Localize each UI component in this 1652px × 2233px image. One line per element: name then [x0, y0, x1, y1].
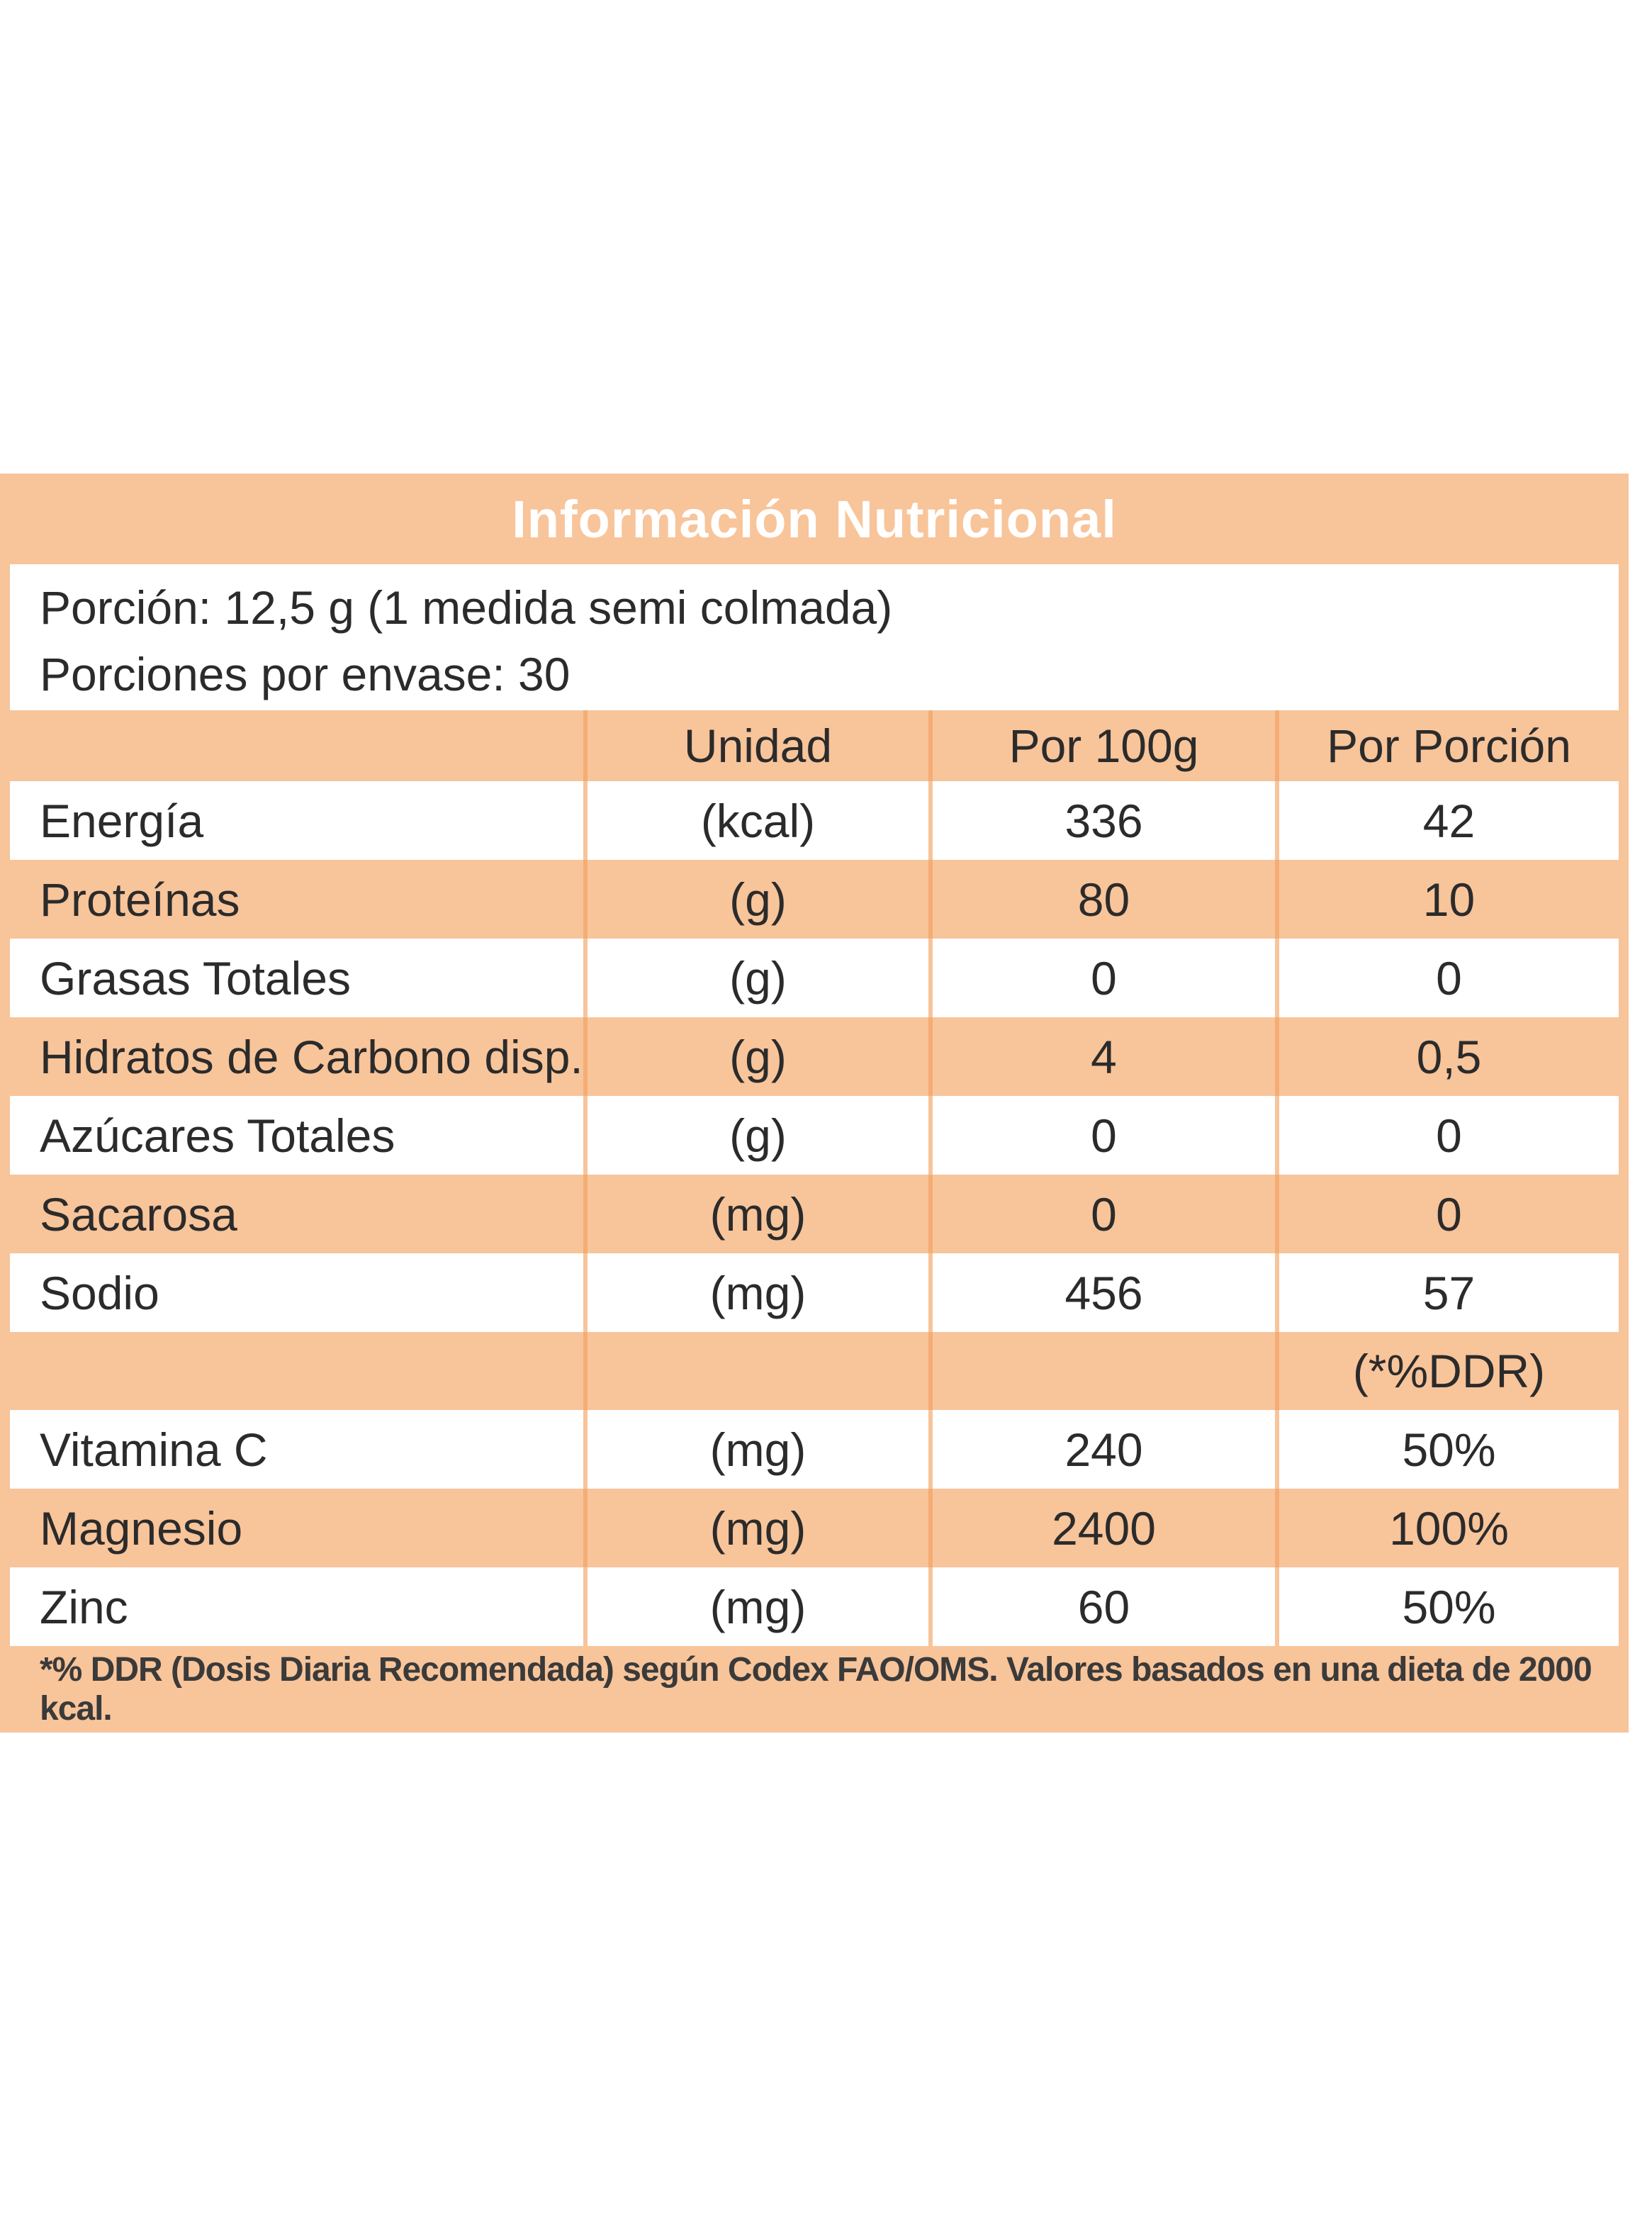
ddr-empty-cell [928, 1332, 1275, 1410]
nutrient-per-100g: 0 [928, 1175, 1275, 1253]
ddr-empty-cell [10, 1332, 583, 1410]
table-header-row [10, 710, 1619, 781]
table-row [10, 1253, 1619, 1332]
table-row [10, 1489, 1619, 1567]
nutrient-per-portion: 0 [1275, 939, 1619, 1017]
nutrient-per-portion: 42 [1275, 781, 1619, 860]
nutrient-unit: (g) [583, 860, 928, 939]
header-per-portion: Por Porción [1275, 710, 1619, 781]
ddr-empty-cell [583, 1332, 928, 1410]
vitamin-per-100g: 2400 [928, 1489, 1275, 1567]
vitamin-ddr: 100% [1275, 1489, 1619, 1567]
vitamin-per-100g: 240 [928, 1410, 1275, 1489]
nutrient-name: Sacarosa [10, 1175, 583, 1253]
nutrient-unit: (g) [583, 939, 928, 1017]
nutrient-per-100g: 80 [928, 860, 1275, 939]
nutrient-unit: (kcal) [583, 781, 928, 860]
vitamin-name: Zinc [10, 1567, 583, 1646]
table-row [10, 1096, 1619, 1175]
nutrient-per-100g: 0 [928, 1096, 1275, 1175]
nutrient-per-portion: 0 [1275, 1096, 1619, 1175]
label-title: Información Nutricional [512, 489, 1117, 549]
nutrient-unit: (mg) [583, 1175, 928, 1253]
vitamin-ddr: 50% [1275, 1567, 1619, 1646]
nutrient-name: Energía [10, 781, 583, 860]
nutrient-name: Grasas Totales [10, 939, 583, 1017]
header-name [10, 710, 583, 781]
nutrient-unit: (mg) [583, 1253, 928, 1332]
table-row [10, 1017, 1619, 1096]
ddr-header-row [10, 1332, 1619, 1410]
nutrient-name: Proteínas [10, 860, 583, 939]
footnote: *% DDR (Dosis Diaria Recomendada) según Codex FAO/OMS. Valores basados en una dieta de 2000 kcal. [40, 1651, 1592, 1728]
table-row [10, 781, 1619, 860]
nutrient-name: Sodio [10, 1253, 583, 1332]
portion-size: Porción: 12,5 g (1 medida semi colmada) [40, 581, 893, 634]
servings-per-container: Porciones por envase: 30 [40, 648, 571, 700]
nutrient-per-portion: 0 [1275, 1175, 1619, 1253]
nutrition-table [10, 710, 1619, 1646]
nutrition-facts-label [0, 474, 1629, 1733]
vitamin-name: Vitamina C [10, 1410, 583, 1489]
vitamin-name: Magnesio [10, 1489, 583, 1567]
nutrient-per-portion: 0,5 [1275, 1017, 1619, 1096]
header-unit: Unidad [583, 710, 928, 781]
table-row [10, 1567, 1619, 1646]
header-per-100g: Por 100g [928, 710, 1275, 781]
nutrient-per-100g: 336 [928, 781, 1275, 860]
vitamin-unit: (mg) [583, 1567, 928, 1646]
nutrient-per-100g: 4 [928, 1017, 1275, 1096]
vitamin-unit: (mg) [583, 1489, 928, 1567]
nutrient-per-portion: 57 [1275, 1253, 1619, 1332]
vitamin-unit: (mg) [583, 1410, 928, 1489]
nutrient-name: Hidratos de Carbono disp. [10, 1017, 583, 1096]
table-row [10, 1410, 1619, 1489]
nutrient-unit: (g) [583, 1017, 928, 1096]
ddr-header: (*%DDR) [1275, 1332, 1619, 1410]
vitamin-per-100g: 60 [928, 1567, 1275, 1646]
nutrient-unit: (g) [583, 1096, 928, 1175]
table-row [10, 1175, 1619, 1253]
table-row [10, 860, 1619, 939]
nutrient-name: Azúcares Totales [10, 1096, 583, 1175]
nutrient-per-100g: 0 [928, 939, 1275, 1017]
nutrient-per-100g: 456 [928, 1253, 1275, 1332]
vitamin-ddr: 50% [1275, 1410, 1619, 1489]
table-row [10, 939, 1619, 1017]
serving-info [10, 564, 1619, 710]
nutrient-per-portion: 10 [1275, 860, 1619, 939]
